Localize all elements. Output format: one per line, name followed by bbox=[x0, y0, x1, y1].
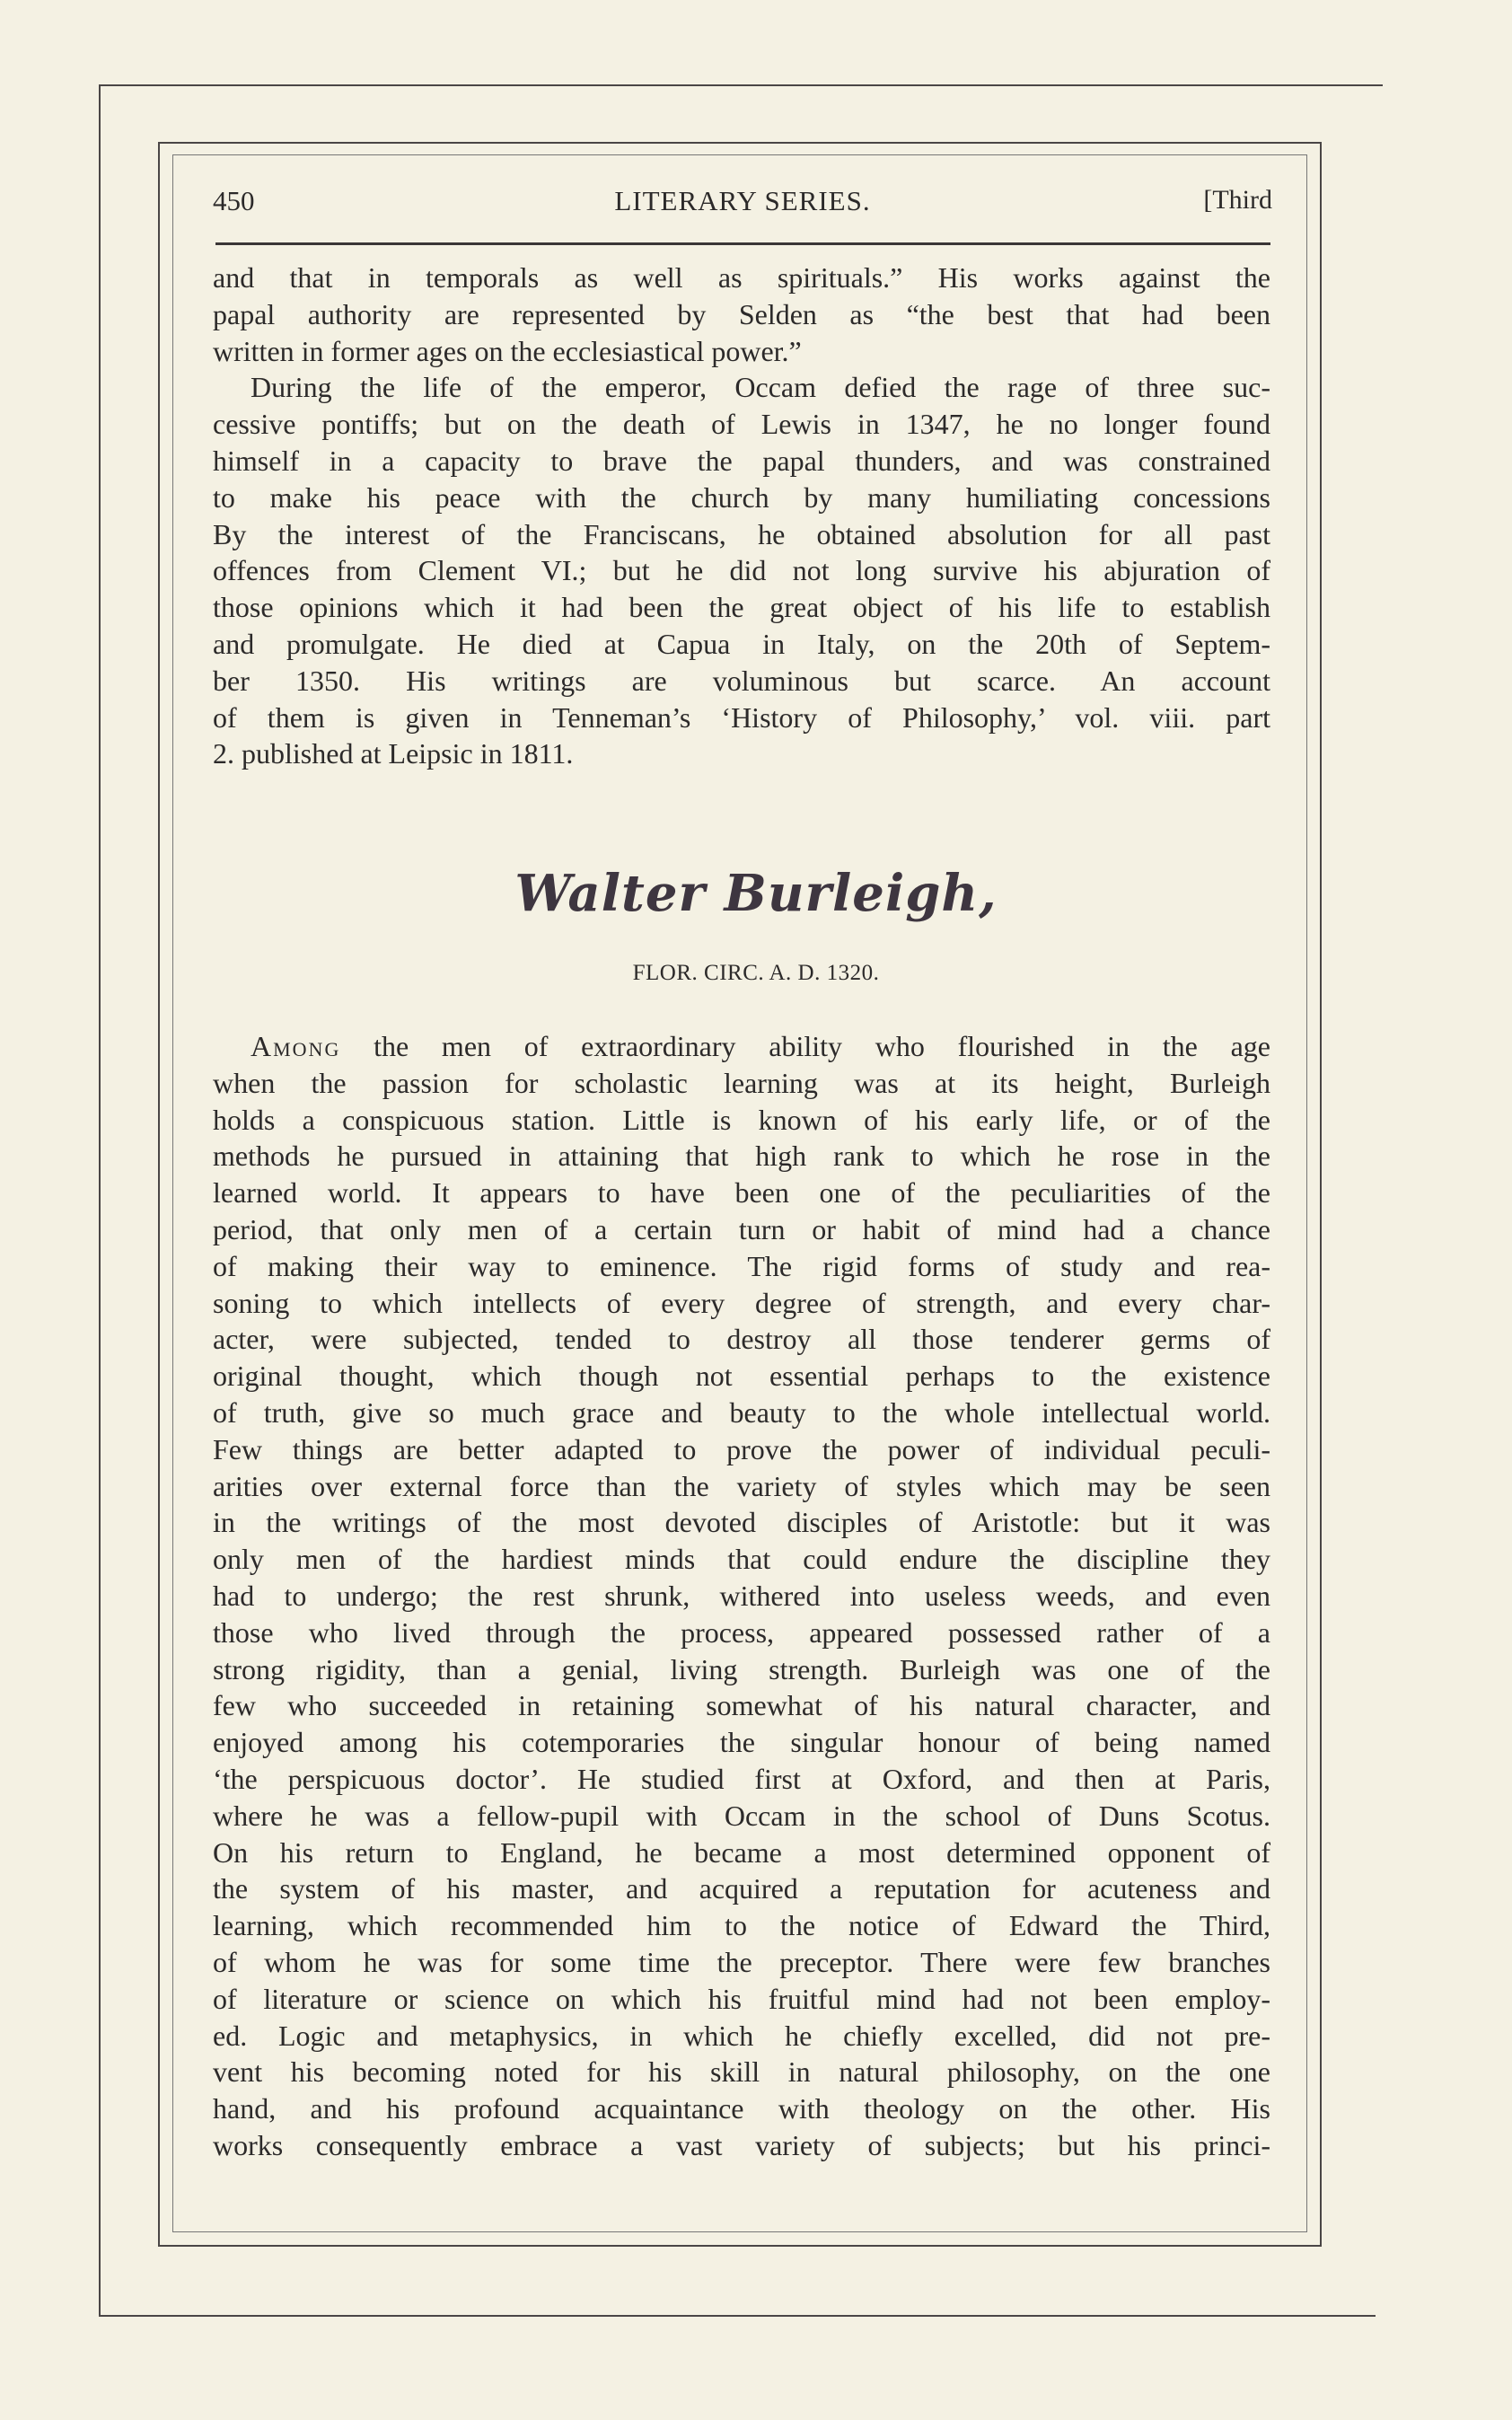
text-line: few who succeeded in retaining somewhat of his natural character, and bbox=[213, 1689, 1270, 1722]
text-line: enjoyed among his cotemporaries the singular honour of being named bbox=[213, 1726, 1270, 1759]
article-subtitle: FLOR. CIRC. A. D. 1320. bbox=[632, 961, 880, 985]
text-line: During the life of the emperor, Occam defied the rage of three suc- bbox=[251, 371, 1270, 404]
running-title: LITERARY SERIES. bbox=[614, 185, 871, 216]
text-line: period, that only men of a certain turn or habit of mind had a chance bbox=[213, 1212, 1270, 1245]
text-line: strong rigidity, than a genial, living strength. Burleigh was one of the bbox=[213, 1652, 1270, 1685]
text-line: the system of his master, and acquired a reputation for acuteness and bbox=[213, 1872, 1270, 1905]
section-marker: [Third bbox=[1203, 185, 1272, 215]
text-line: learning, which recommended him to the notice of Edward the Third, bbox=[213, 1909, 1270, 1942]
text-line: those who lived through the process, appeared possessed rather of a bbox=[213, 1615, 1270, 1649]
text-line: had to undergo; the rest shrunk, withered into useless weeds, and even bbox=[213, 1579, 1270, 1612]
text-line: Few things are better adapted to prove the power of individual peculi- bbox=[213, 1432, 1270, 1465]
running-header bbox=[213, 180, 1272, 223]
text-line: cessive pontiffs; but on the death of Lewis in 1347, he no longer found bbox=[213, 408, 1270, 441]
text-line: where he was a fellow-pupil with Occam in the school of Duns Scotus. bbox=[213, 1799, 1270, 1832]
text-line: ‘the perspicuous doctor’. He studied first at Oxford, and then at Paris, bbox=[213, 1762, 1270, 1795]
text-line: of them is given in Tenneman’s ‘History of Philosophy,’ vol. viii. part bbox=[213, 700, 1270, 734]
text-line: hand, and his profound acquaintance with theology on the other. His bbox=[213, 2092, 1270, 2125]
text-line: of whom he was for some time the preceptor. There were few branches bbox=[213, 1945, 1270, 1978]
text-line: offences from Clement VI.; but he did not long survive his abjuration of bbox=[213, 554, 1270, 587]
text-line: when the passion for scholastic learning was at its height, Burleigh bbox=[213, 1066, 1270, 1099]
drop-word: Among bbox=[251, 1030, 341, 1062]
text-line: and promulgate. He died at Capua in Italy, on the 20th of Septem- bbox=[213, 627, 1270, 660]
article-title: Walter Burleigh, bbox=[514, 864, 998, 923]
text-line: vent his becoming noted for his skill in natural philosophy, on the one bbox=[213, 2055, 1270, 2089]
page-number: 450 bbox=[213, 185, 255, 216]
article-first-line bbox=[213, 1028, 1270, 1065]
text-line: acter, were subjected, tended to destroy all those tenderer germs of bbox=[213, 1323, 1270, 1356]
text-line: himself in a capacity to brave the papal thunders, and was constrained bbox=[213, 444, 1270, 477]
continued-text bbox=[213, 260, 1270, 772]
text-line: 2. published at Leipsic in 1811. bbox=[213, 737, 574, 770]
text-line: written in former ages on the ecclesiastical power.” bbox=[213, 334, 802, 367]
text-line: to make his peace with the church by many humiliating concessions bbox=[213, 480, 1270, 514]
text-line: soning to which intellects of every degree of strength, and every char- bbox=[213, 1286, 1270, 1319]
text-line: ed. Logic and metaphysics, in which he chiefly excelled, did not pre- bbox=[213, 2019, 1270, 2052]
text-line: learned world. It appears to have been one of the peculiarities of the bbox=[213, 1176, 1270, 1210]
text-line: only men of the hardiest minds that could endure the discipline they bbox=[213, 1543, 1270, 1576]
text-line: original thought, which though not essential perhaps to the existence bbox=[213, 1360, 1270, 1393]
text-line: of making their way to eminence. The rigid forms of study and rea- bbox=[213, 1249, 1270, 1282]
text-line: By the interest of the Franciscans, he obtained absolution for all past bbox=[213, 517, 1270, 550]
text-line: works consequently embrace a vast variety of subjects; but his princi- bbox=[213, 2128, 1270, 2161]
text-line: ber 1350. His writings are voluminous but scarce. An account bbox=[213, 664, 1270, 697]
text-line: those opinions which it had been the great object of his life to establish bbox=[213, 591, 1270, 624]
text-line: methods he pursued in attaining that high rank to which he rose in the bbox=[213, 1140, 1270, 1173]
text-line: of literature or science on which his fruitful mind had not been employ- bbox=[213, 1982, 1270, 2015]
text-line: papal authority are represented by Selden as “the best that had been bbox=[213, 297, 1270, 330]
header-rule bbox=[215, 242, 1270, 245]
text-line: in the writings of the most devoted disciples of Aristotle: but it was bbox=[213, 1506, 1270, 1539]
text-line: holds a conspicuous station. Little is known of his early life, or of the bbox=[213, 1103, 1270, 1136]
article-body bbox=[213, 1028, 1270, 2164]
first-line-rest: the men of extraordinary ability who flourished in the age bbox=[340, 1030, 1270, 1062]
text-line: of truth, give so much grace and beauty to the whole intellectual world. bbox=[213, 1395, 1270, 1429]
text-line: and that in temporals as well as spirituals.” His works against the bbox=[213, 261, 1270, 294]
text-line: arities over external force than the variety of styles which may be seen bbox=[213, 1469, 1270, 1502]
text-line: On his return to England, he became a most determined opponent of bbox=[213, 1835, 1270, 1869]
